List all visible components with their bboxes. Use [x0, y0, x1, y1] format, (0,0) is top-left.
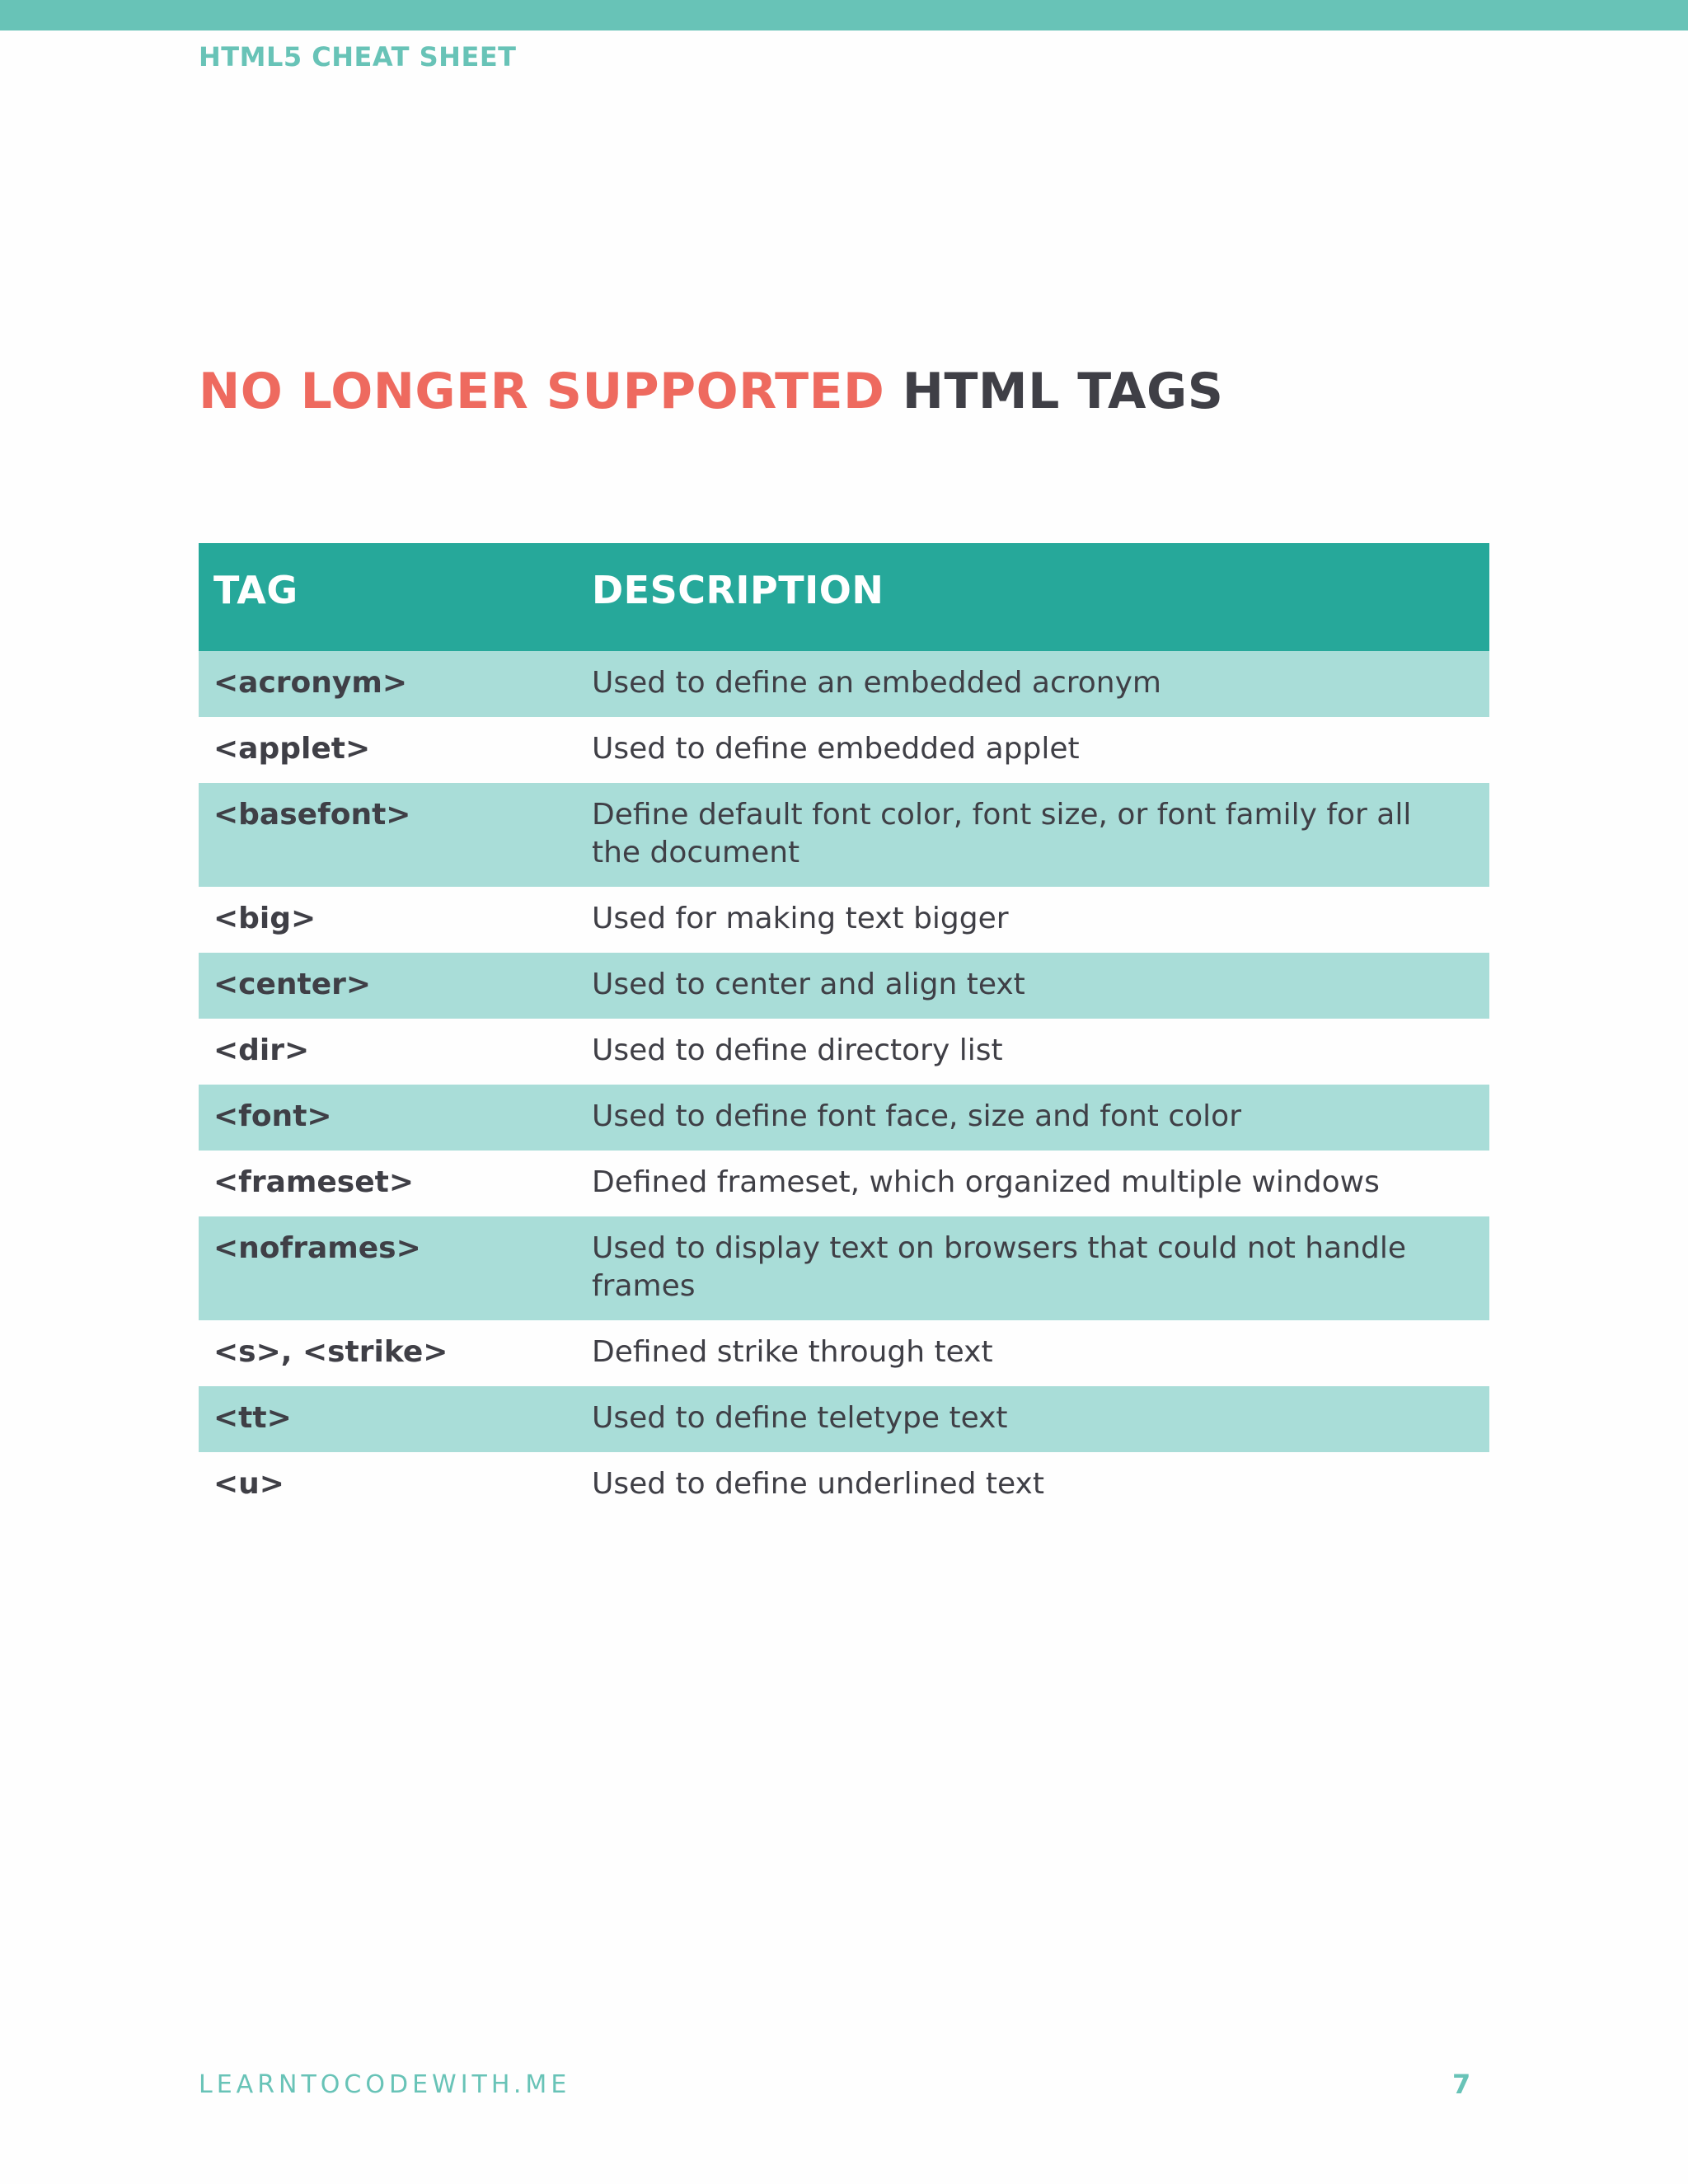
table-row — [199, 1085, 1489, 1151]
description-cell: Used to center and align text — [592, 968, 1025, 1001]
tag-cell: <applet> — [213, 732, 371, 766]
table-row — [199, 887, 1489, 953]
description-cell: Used for making text bigger — [592, 902, 1009, 935]
tag-cell: <basefont> — [213, 798, 411, 832]
description-cell: Used to define an embedded acronym — [592, 666, 1161, 700]
tag-cell: <u> — [213, 1467, 284, 1501]
description-cell: Define default font color, font size, or font family for all the document — [592, 798, 1412, 869]
page-title-rest: HTML TAGS — [902, 363, 1224, 420]
tag-cell: <tt> — [213, 1401, 292, 1435]
page-title — [199, 363, 1223, 420]
deprecated-tags-table — [199, 543, 1489, 1518]
tag-cell: <acronym> — [213, 666, 408, 700]
description-cell: Used to define embedded applet — [592, 732, 1080, 766]
table-header-row — [199, 543, 1489, 651]
description-cell: Used to define underlined text — [592, 1467, 1044, 1501]
table-row — [199, 1216, 1489, 1320]
description-cell: Used to define font face, size and font color — [592, 1099, 1241, 1133]
table-row — [199, 1386, 1489, 1452]
top-accent-bar — [0, 0, 1688, 30]
description-cell: Defined strike through text — [592, 1335, 993, 1369]
page-number: 7 — [1452, 2069, 1471, 2100]
page-title-accent: NO LONGER SUPPORTED — [199, 363, 885, 420]
tag-cell: <center> — [213, 968, 372, 1001]
tag-cell: <s>, <strike> — [213, 1335, 448, 1369]
description-cell: Used to define teletype text — [592, 1401, 1008, 1435]
table-row — [199, 1320, 1489, 1386]
table-row — [199, 717, 1489, 783]
footer-site-link[interactable]: LEARNTOCODEWITH.ME — [199, 2070, 571, 2099]
table-row — [199, 1151, 1489, 1216]
tag-cell: <frameset> — [213, 1165, 415, 1199]
table-row — [199, 1019, 1489, 1085]
description-cell: Used to display text on browsers that could not handle frames — [592, 1231, 1406, 1303]
column-header-description: DESCRIPTION — [592, 568, 884, 612]
tag-cell: <big> — [213, 902, 316, 935]
table-row — [199, 783, 1489, 887]
column-header-tag: TAG — [213, 568, 298, 612]
tag-cell: <font> — [213, 1099, 332, 1133]
tag-cell: <noframes> — [213, 1231, 421, 1265]
table-row — [199, 651, 1489, 717]
table-row — [199, 953, 1489, 1019]
description-cell: Defined frameset, which organized multiple windows — [592, 1165, 1380, 1199]
running-header: HTML5 CHEAT SHEET — [199, 41, 517, 73]
description-cell: Used to define directory list — [592, 1033, 1003, 1067]
tag-cell: <dir> — [213, 1033, 310, 1067]
table-row — [199, 1452, 1489, 1518]
